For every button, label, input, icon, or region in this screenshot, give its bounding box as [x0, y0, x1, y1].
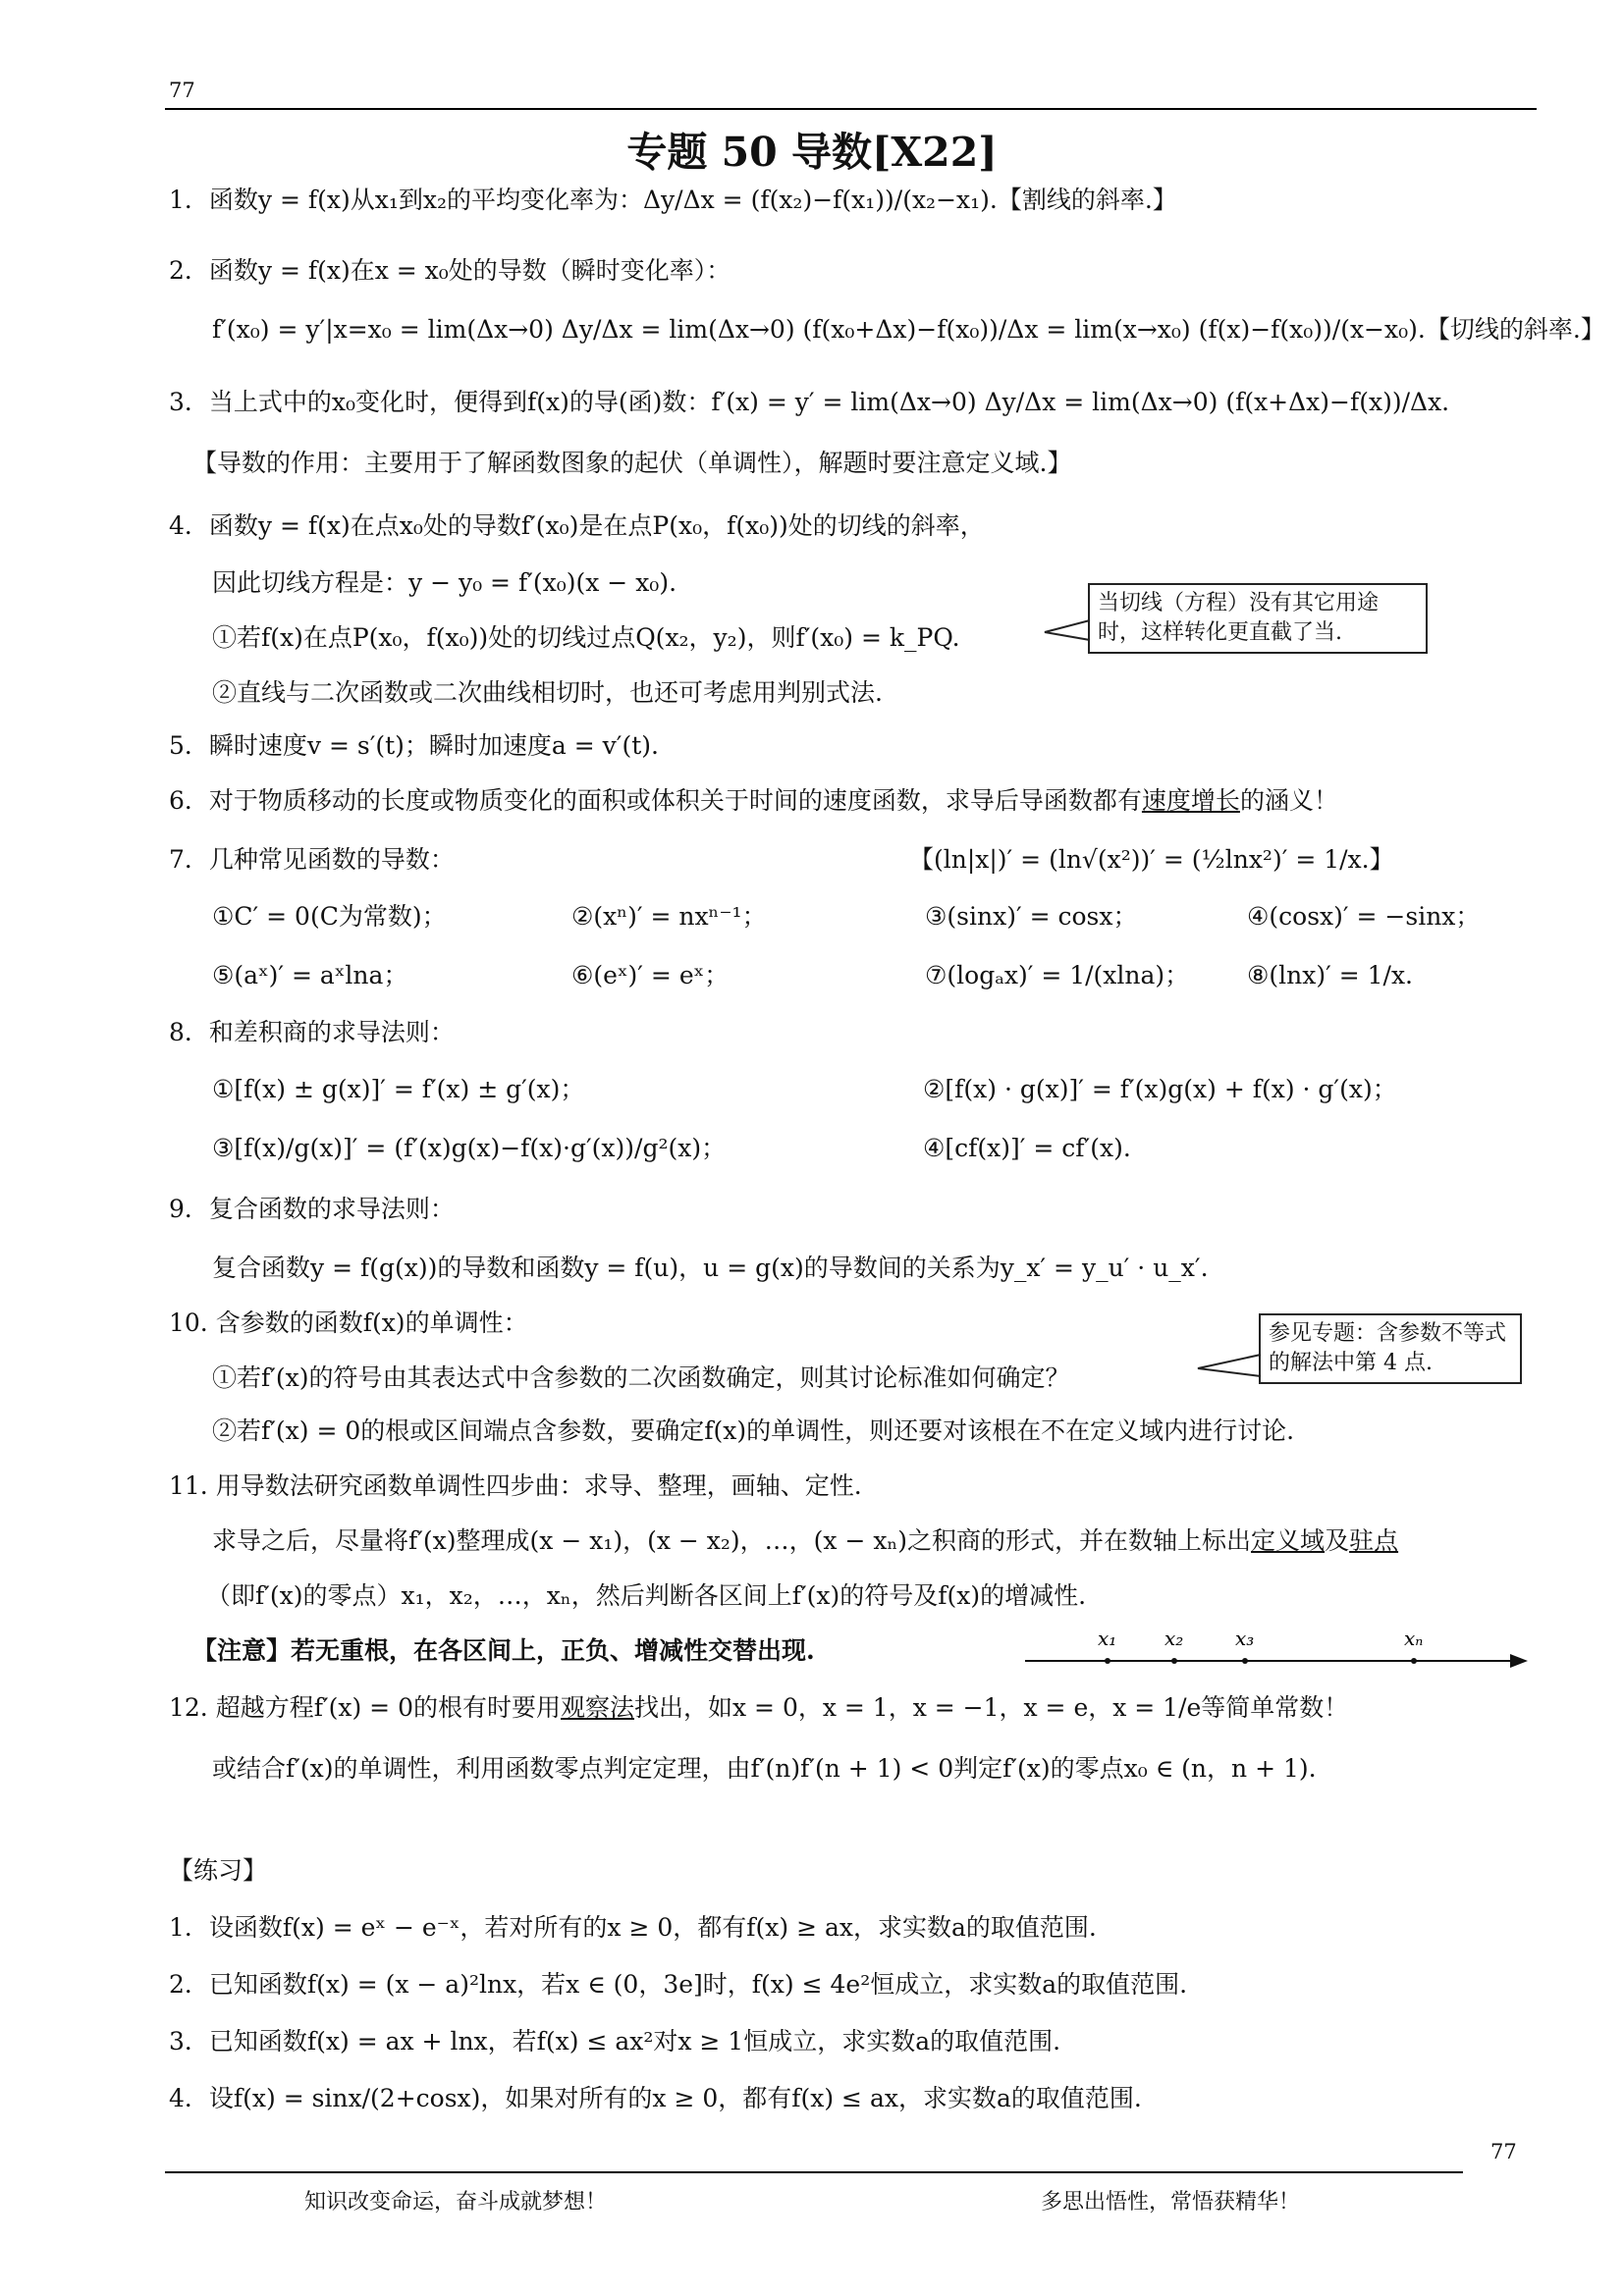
item-4-tangent-equation: 因此切线方程是：y − y₀ = f′(x₀)(x − x₀).: [212, 568, 677, 597]
footer-right-motto: 多思出悟性，常悟获精华！: [1041, 2190, 1301, 2215]
axis-label-x1: x₁: [1098, 1627, 1117, 1650]
item-4-case-2: ②直线与二次函数或二次曲线相切时，也还可考虑用判别式法.: [212, 678, 883, 707]
header-page-number: 77: [169, 79, 195, 102]
item-6-tail: 的涵义！: [1239, 786, 1338, 815]
footer-left-motto: 知识改变命运，奋斗成就梦想！: [304, 2190, 608, 2215]
item-11-detail-text: 求导之后，尽量将f′(x)整理成(x − x₁)，(x − x₂)，…，(x − xₙ)之积商的形式，并在数轴上标出: [212, 1526, 1252, 1555]
footer-page-number: 77: [1490, 2140, 1517, 2163]
item-10-case-1: ①若f′(x)的符号由其表达式中含参数的二次函数确定，则其讨论标准如何确定？: [212, 1363, 1070, 1392]
item-6-text: 6．对于物质移动的长度或物质变化的面积或体积关于时间的速度函数，求导后导函数都有: [169, 786, 1142, 815]
item-3-note: 【导数的作用：主要用于了解函数图象的起伏（单调性），解题时要注意定义域.】: [192, 449, 1072, 477]
rule-constant: ④[cf(x)]′ = cf′(x).: [923, 1134, 1131, 1162]
item-12: [169, 1690, 1348, 1726]
rule-quotient: ③[f(x)/g(x)]′ = (f′(x)g(x)−f(x)·g′(x))/g²(x)；: [212, 1134, 727, 1162]
item-11-stationary-points: 驻点: [1349, 1526, 1399, 1555]
page-title: 专题 50 导数[X22]: [626, 129, 998, 176]
axis-label-x2: x₂: [1164, 1627, 1184, 1650]
item-11-and: 及: [1325, 1526, 1350, 1555]
item-4: 4．函数y = f(x)在点x₀处的导数f′(x₀)是在点P(x₀，f(x₀))处的切线的斜率，: [169, 511, 985, 540]
practice-4: 4．设f(x) = sinx/(2+cosx)，如果对所有的x ≥ 0，都有f(x) ≤ ax，求实数a的取值范围.: [169, 2084, 1142, 2112]
derivative-4: ④(cosx)′ = −sinx；: [1247, 902, 1481, 931]
item-9: 9．复合函数的求导法则：: [169, 1195, 455, 1223]
item-1: 1．函数y = f(x)从x₁到x₂的平均变化率为：Δy/Δx = (f(x₂)−f(x₁))/(x₂−x₁).【割线的斜率.】: [169, 186, 1177, 214]
item-11: 11. 用导数法研究函数单调性四步曲：求导、整理，画轴、定性.: [169, 1471, 862, 1500]
rule-sum: ①[f(x) ± g(x)]′ = f′(x) ± g′(x)；: [212, 1075, 585, 1103]
derivative-3: ③(sinx)′ = cosx；: [925, 902, 1138, 931]
header-rule: [165, 108, 1537, 110]
derivative-6: ⑥(eˣ)′ = eˣ；: [571, 961, 730, 989]
item-11-attention: 【注意】若无重根，在各区间上，正负、增减性交替出现.: [192, 1636, 815, 1665]
item-6: [169, 783, 1338, 819]
item-8: 8．和差积商的求导法则：: [169, 1018, 455, 1046]
item-7: 7．几种常见函数的导数：: [169, 845, 455, 874]
item-7-log-abs: 【(ln|x|)′ = (ln√(x²))′ = (½lnx²)′ = 1/x.】: [909, 845, 1394, 874]
item-10: 10. 含参数的函数f(x)的单调性：: [169, 1308, 528, 1337]
item-12-tail: 找出，如x = 0，x = 1，x = −1，x = e，x = 1/e等简单常数！: [634, 1693, 1349, 1722]
item-12-observation-method: 观察法: [561, 1693, 635, 1722]
axis-label-x3: x₃: [1235, 1627, 1255, 1650]
callout-note-2: 参见专题：含参数不等式的解法中第 4 点.: [1259, 1313, 1522, 1384]
item-11-detail: [212, 1523, 1398, 1559]
item-9-chain-rule: 复合函数y = f(g(x))的导数和函数y = f(u)，u = g(x)的导数间的关系为y_x′ = y_u′ · u_x′.: [212, 1254, 1209, 1282]
item-6-underlined: 速度增长: [1141, 786, 1240, 815]
derivative-8: ⑧(lnx)′ = 1/x.: [1247, 961, 1414, 989]
item-11-domain: 定义域: [1251, 1526, 1326, 1555]
practice-2: 2．已知函数f(x) = (x − a)²lnx，若x ∈ (0，3e]时，f(x) ≤ 4e²恒成立，求实数a的取值范围.: [169, 1970, 1188, 1999]
derivative-1: ①C′ = 0(C为常数)；: [212, 902, 447, 931]
derivative-2: ②(xⁿ)′ = nxⁿ⁻¹；: [571, 902, 767, 931]
callout-pointer-2: [1194, 1353, 1263, 1378]
practice-heading: 【练习】: [169, 1856, 268, 1885]
derivative-5: ⑤(aˣ)′ = aˣlna；: [212, 961, 408, 989]
rule-product: ②[f(x) · g(x)]′ = f′(x)g(x) + f(x) · g′(x)；: [923, 1075, 1397, 1103]
item-12-zero-theorem: 或结合f′(x)的单调性，利用函数零点判定定理，由f′(n)f′(n + 1) < 0判定f′(x)的零点x₀ ∈ (n，n + 1).: [212, 1754, 1317, 1783]
practice-3: 3．已知函数f(x) = ax + lnx，若f(x) ≤ ax²对x ≥ 1恒成立，求实数a的取值范围.: [169, 2027, 1061, 2056]
number-axis: [1021, 1622, 1532, 1671]
item-2: 2．函数y = f(x)在x = x₀处的导数（瞬时变化率）：: [169, 256, 731, 285]
item-10-case-2: ②若f′(x) = 0的根或区间端点含参数，要确定f(x)的单调性，则还要对该根在不在定义域内进行讨论.: [212, 1416, 1295, 1445]
item-2-formula: f′(x₀) = y′|x=x₀ = lim(Δx→0) Δy/Δx = lim(Δx→0) (f(x₀+Δx)−f(x₀))/Δx = lim(x→x₀) (f(x)−f(x₀))/(x−x₀).【切线的斜率.】: [212, 315, 1605, 344]
item-11-zeros: （即f′(x)的零点）x₁，x₂，…，xₙ，然后判断各区间上f′(x)的符号及f(x)的增减性.: [206, 1581, 1087, 1610]
item-4-case-1: ①若f(x)在点P(x₀，f(x₀))处的切线过点Q(x₂，y₂)，则f′(x₀) = k_PQ.: [212, 623, 960, 652]
callout-pointer-1: [1041, 618, 1092, 642]
item-3: 3．当上式中的x₀变化时，便得到f(x)的导(函)数：f′(x) = y′ = lim(Δx→0) Δy/Δx = lim(Δx→0) (f(x+Δx)−f(x))/Δx.: [169, 388, 1450, 416]
callout-note-1: 当切线（方程）没有其它用途时，这样转化更直截了当.: [1088, 583, 1428, 654]
item-12-text: 12. 超越方程f′(x) = 0的根有时要用: [169, 1693, 561, 1722]
item-5: 5．瞬时速度v = s′(t)；瞬时加速度a = v′(t).: [169, 731, 659, 760]
axis-label-xn: xₙ: [1404, 1627, 1424, 1650]
derivative-7: ⑦(logₐx)′ = 1/(xlna)；: [925, 961, 1190, 989]
practice-1: 1．设函数f(x) = eˣ − e⁻ˣ，若对所有的x ≥ 0，都有f(x) ≥ ax，求实数a的取值范围.: [169, 1913, 1097, 1942]
footer-rule: [165, 2171, 1463, 2173]
